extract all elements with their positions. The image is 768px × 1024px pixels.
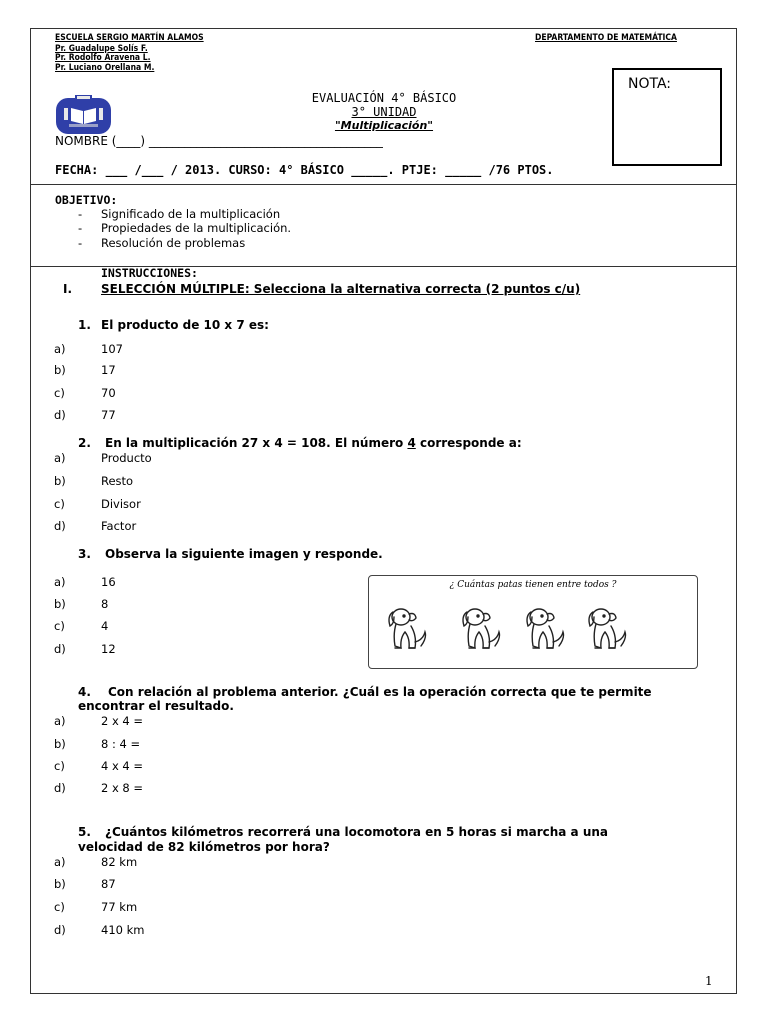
teacher-name: Pr. Guadalupe Solís F. <box>55 44 148 54</box>
option-letter: a) <box>54 342 66 356</box>
option-text: 17 <box>101 363 116 377</box>
option-text: 12 <box>101 642 116 656</box>
question-number: 2. <box>78 436 91 450</box>
page-number: 1 <box>705 974 713 988</box>
question-text <box>105 436 522 450</box>
option-letter: d) <box>54 519 66 533</box>
objective-bullet: - <box>78 207 83 221</box>
date-course-score-line[interactable]: FECHA: ___ /___ / 2013. CURSO: 4° BÁSICO _____. PTJE: _____ /76 PTOS. <box>55 163 554 177</box>
underlined-number: 4 <box>407 436 416 450</box>
option-text: 4 <box>101 619 109 633</box>
evaluation-title: EVALUACIÓN 4° BÁSICO <box>311 91 457 105</box>
option-letter: c) <box>54 497 65 511</box>
header-separator <box>31 184 737 185</box>
option-text: Factor <box>101 519 137 533</box>
question-text: El producto de 10 x 7 es: <box>101 318 269 332</box>
option-letter: a) <box>54 714 66 728</box>
section-roman-numeral: I. <box>63 282 73 296</box>
option-text: 70 <box>101 386 116 400</box>
illustration-caption: ¿ Cuántas patas tienen entre todos ? <box>449 580 617 590</box>
question-number: 4. <box>78 685 91 699</box>
section-title: SELECCIÓN MÚLTIPLE: Selecciona la alternativa correcta (2 puntos c/u) <box>101 282 581 296</box>
objective-item: Propiedades de la multiplicación. <box>101 221 292 235</box>
option-letter: c) <box>54 759 65 773</box>
question-text: Con relación al problema anterior. ¿Cuál es la operación correcta que te permite <box>108 685 652 699</box>
option-text: 2 x 4 = <box>101 714 144 728</box>
question-number: 3. <box>78 547 91 561</box>
option-text: Resto <box>101 474 134 488</box>
question-text: Observa la siguiente imagen y responde. <box>105 547 383 561</box>
grade-label: NOTA: <box>628 76 672 92</box>
objective-bullet: - <box>78 236 83 250</box>
option-letter: d) <box>54 923 66 937</box>
dog-icon <box>457 604 507 656</box>
question-number: 1. <box>78 318 91 332</box>
question-text: velocidad de 82 kilómetros por hora? <box>78 840 330 854</box>
option-text: 16 <box>101 575 116 589</box>
option-text: 87 <box>101 877 116 891</box>
question-number: 5. <box>78 825 91 839</box>
teacher-name: Pr. Luciano Orellana M. <box>55 63 155 73</box>
option-text: 2 x 8 = <box>101 781 144 795</box>
dog-icon <box>383 604 433 656</box>
dog-icon <box>521 604 571 656</box>
option-text: 8 : 4 = <box>101 737 141 751</box>
option-letter: a) <box>54 451 66 465</box>
option-text: 82 km <box>101 855 138 869</box>
option-text: Producto <box>101 451 152 465</box>
option-letter: d) <box>54 642 66 656</box>
option-letter: c) <box>54 386 65 400</box>
option-letter: a) <box>54 855 66 869</box>
subject-title: "Multiplicación" <box>334 119 434 132</box>
option-letter: b) <box>54 597 66 611</box>
option-letter: d) <box>54 408 66 422</box>
teacher-name: Pr. Rodolfo Aravena L. <box>55 53 151 63</box>
option-letter: b) <box>54 737 66 751</box>
school-logo <box>55 94 112 136</box>
objective-bullet: - <box>78 221 83 235</box>
name-field[interactable]: NOMBRE (____) _______________________________________ <box>55 134 383 148</box>
option-text: 4 x 4 = <box>101 759 144 773</box>
option-letter: d) <box>54 781 66 795</box>
option-letter: b) <box>54 363 66 377</box>
instructions-label: INSTRUCCIONES: <box>101 266 198 280</box>
department-name: DEPARTAMENTO DE MATEMÁTICA <box>535 33 677 43</box>
objective-item: Resolución de problemas <box>101 236 246 250</box>
option-text: 77 <box>101 408 116 422</box>
question-text: encontrar el resultado. <box>78 699 234 713</box>
option-letter: a) <box>54 575 66 589</box>
option-letter: b) <box>54 877 66 891</box>
option-text: 77 km <box>101 900 138 914</box>
unit-title: 3° UNIDAD <box>351 105 417 119</box>
dog-icon <box>583 604 633 656</box>
option-text: Divisor <box>101 497 141 511</box>
objective-item: Significado de la multiplicación <box>101 207 281 221</box>
option-letter: b) <box>54 474 66 488</box>
option-letter: c) <box>54 619 65 633</box>
dogs-illustration <box>368 575 698 669</box>
option-letter: c) <box>54 900 65 914</box>
grade-box <box>612 68 722 166</box>
question-text: ¿Cuántos kilómetros recorrerá una locomotora en 5 horas si marcha a una <box>105 825 608 839</box>
question-text-part: corresponde a: <box>415 436 522 450</box>
option-text: 8 <box>101 597 109 611</box>
question-text-part: En la multiplicación 27 x 4 = 108. El número <box>105 436 408 450</box>
option-text: 107 <box>101 342 123 356</box>
school-name: ESCUELA SERGIO MARTÍN ALAMOS <box>55 33 204 43</box>
option-text: 410 km <box>101 923 145 937</box>
objective-label: OBJETIVO: <box>55 193 118 207</box>
